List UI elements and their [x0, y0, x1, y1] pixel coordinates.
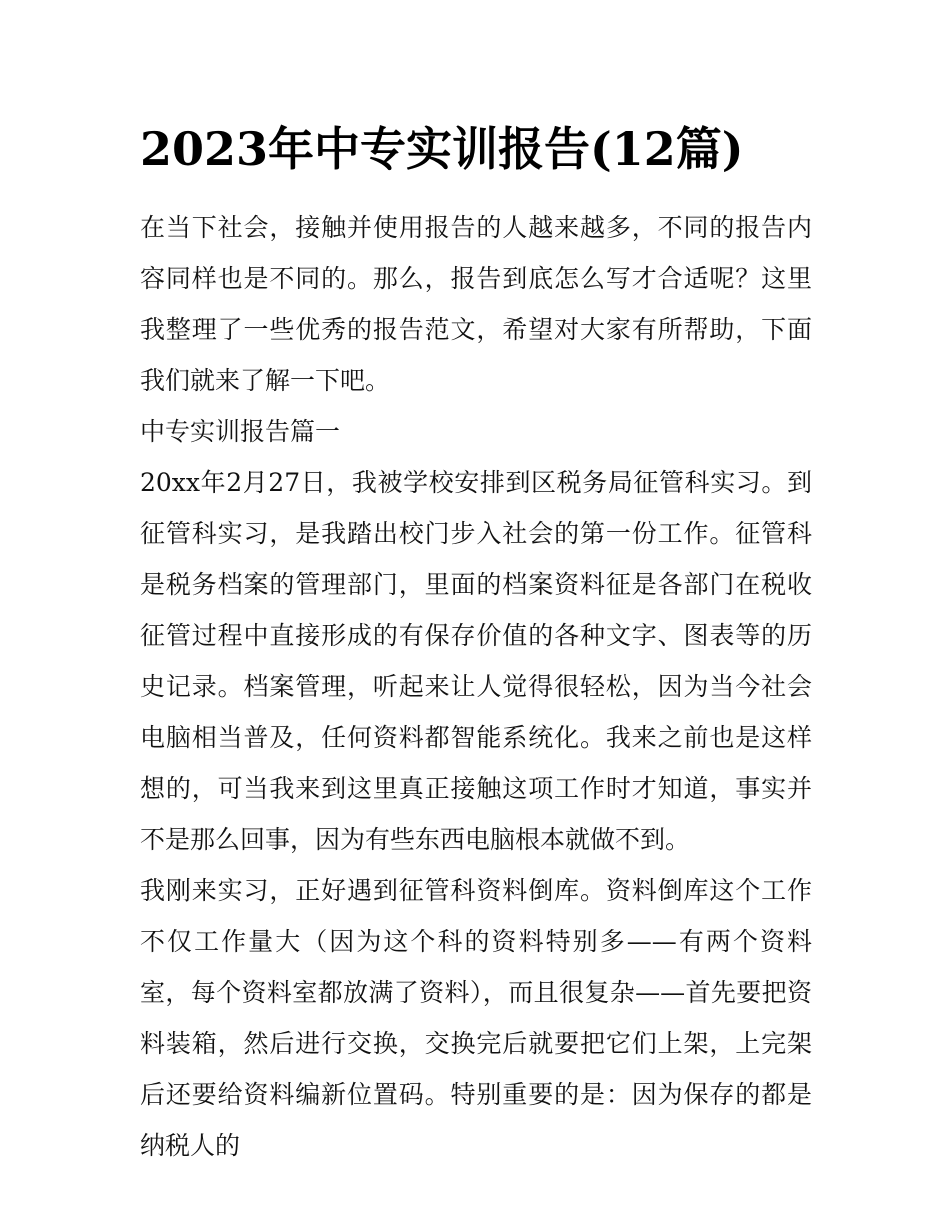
section-heading: 中专实训报告篇一 — [140, 417, 341, 446]
body-paragraph-1: 20xx年2月27日，我被学校安排到区税务局征管科实习。到征管科实习，是我踏出校门步入社会的第一份工作。征管科是税务档案的管理部门，里面的档案资料征是各部门在税收征管过程中直接形成的有保存价值的各种文字、图表等的历史记录。档案管理，听起来让人觉得很轻松，因为当今社会电脑相当普及，任何资料都智能系统化。我来之前也是这样想的，可当我来到这里真正接触这项工作时才知道，事实并不是那么回事，因为有些东西电脑根本就做不到。 — [140, 468, 812, 854]
document-title: 2023年中专实训报告(12篇) — [140, 122, 744, 176]
body-paragraph-2: 我刚来实习，正好遇到征管科资料倒库。资料倒库这个工作不仅工作量大（因为这个科的资料特别多——有两个资料室，每个资料室都放满了资料），而且很复杂——首先要把资料装箱，然后进行交换，交换完后就要把它们上架，上完架后还要给资料编新位置码。特别重要的是：因为保存的都是纳税人的 — [140, 876, 812, 1160]
document-body — [140, 202, 812, 1171]
intro-paragraph: 在当下社会，接触并使用报告的人越来越多，不同的报告内容同样也是不同的。那么，报告到底怎么写才合适呢？这里我整理了一些优秀的报告范文，希望对大家有所帮助，下面我们就来了解一下吧。 — [140, 213, 812, 395]
document-page — [140, 118, 812, 1171]
